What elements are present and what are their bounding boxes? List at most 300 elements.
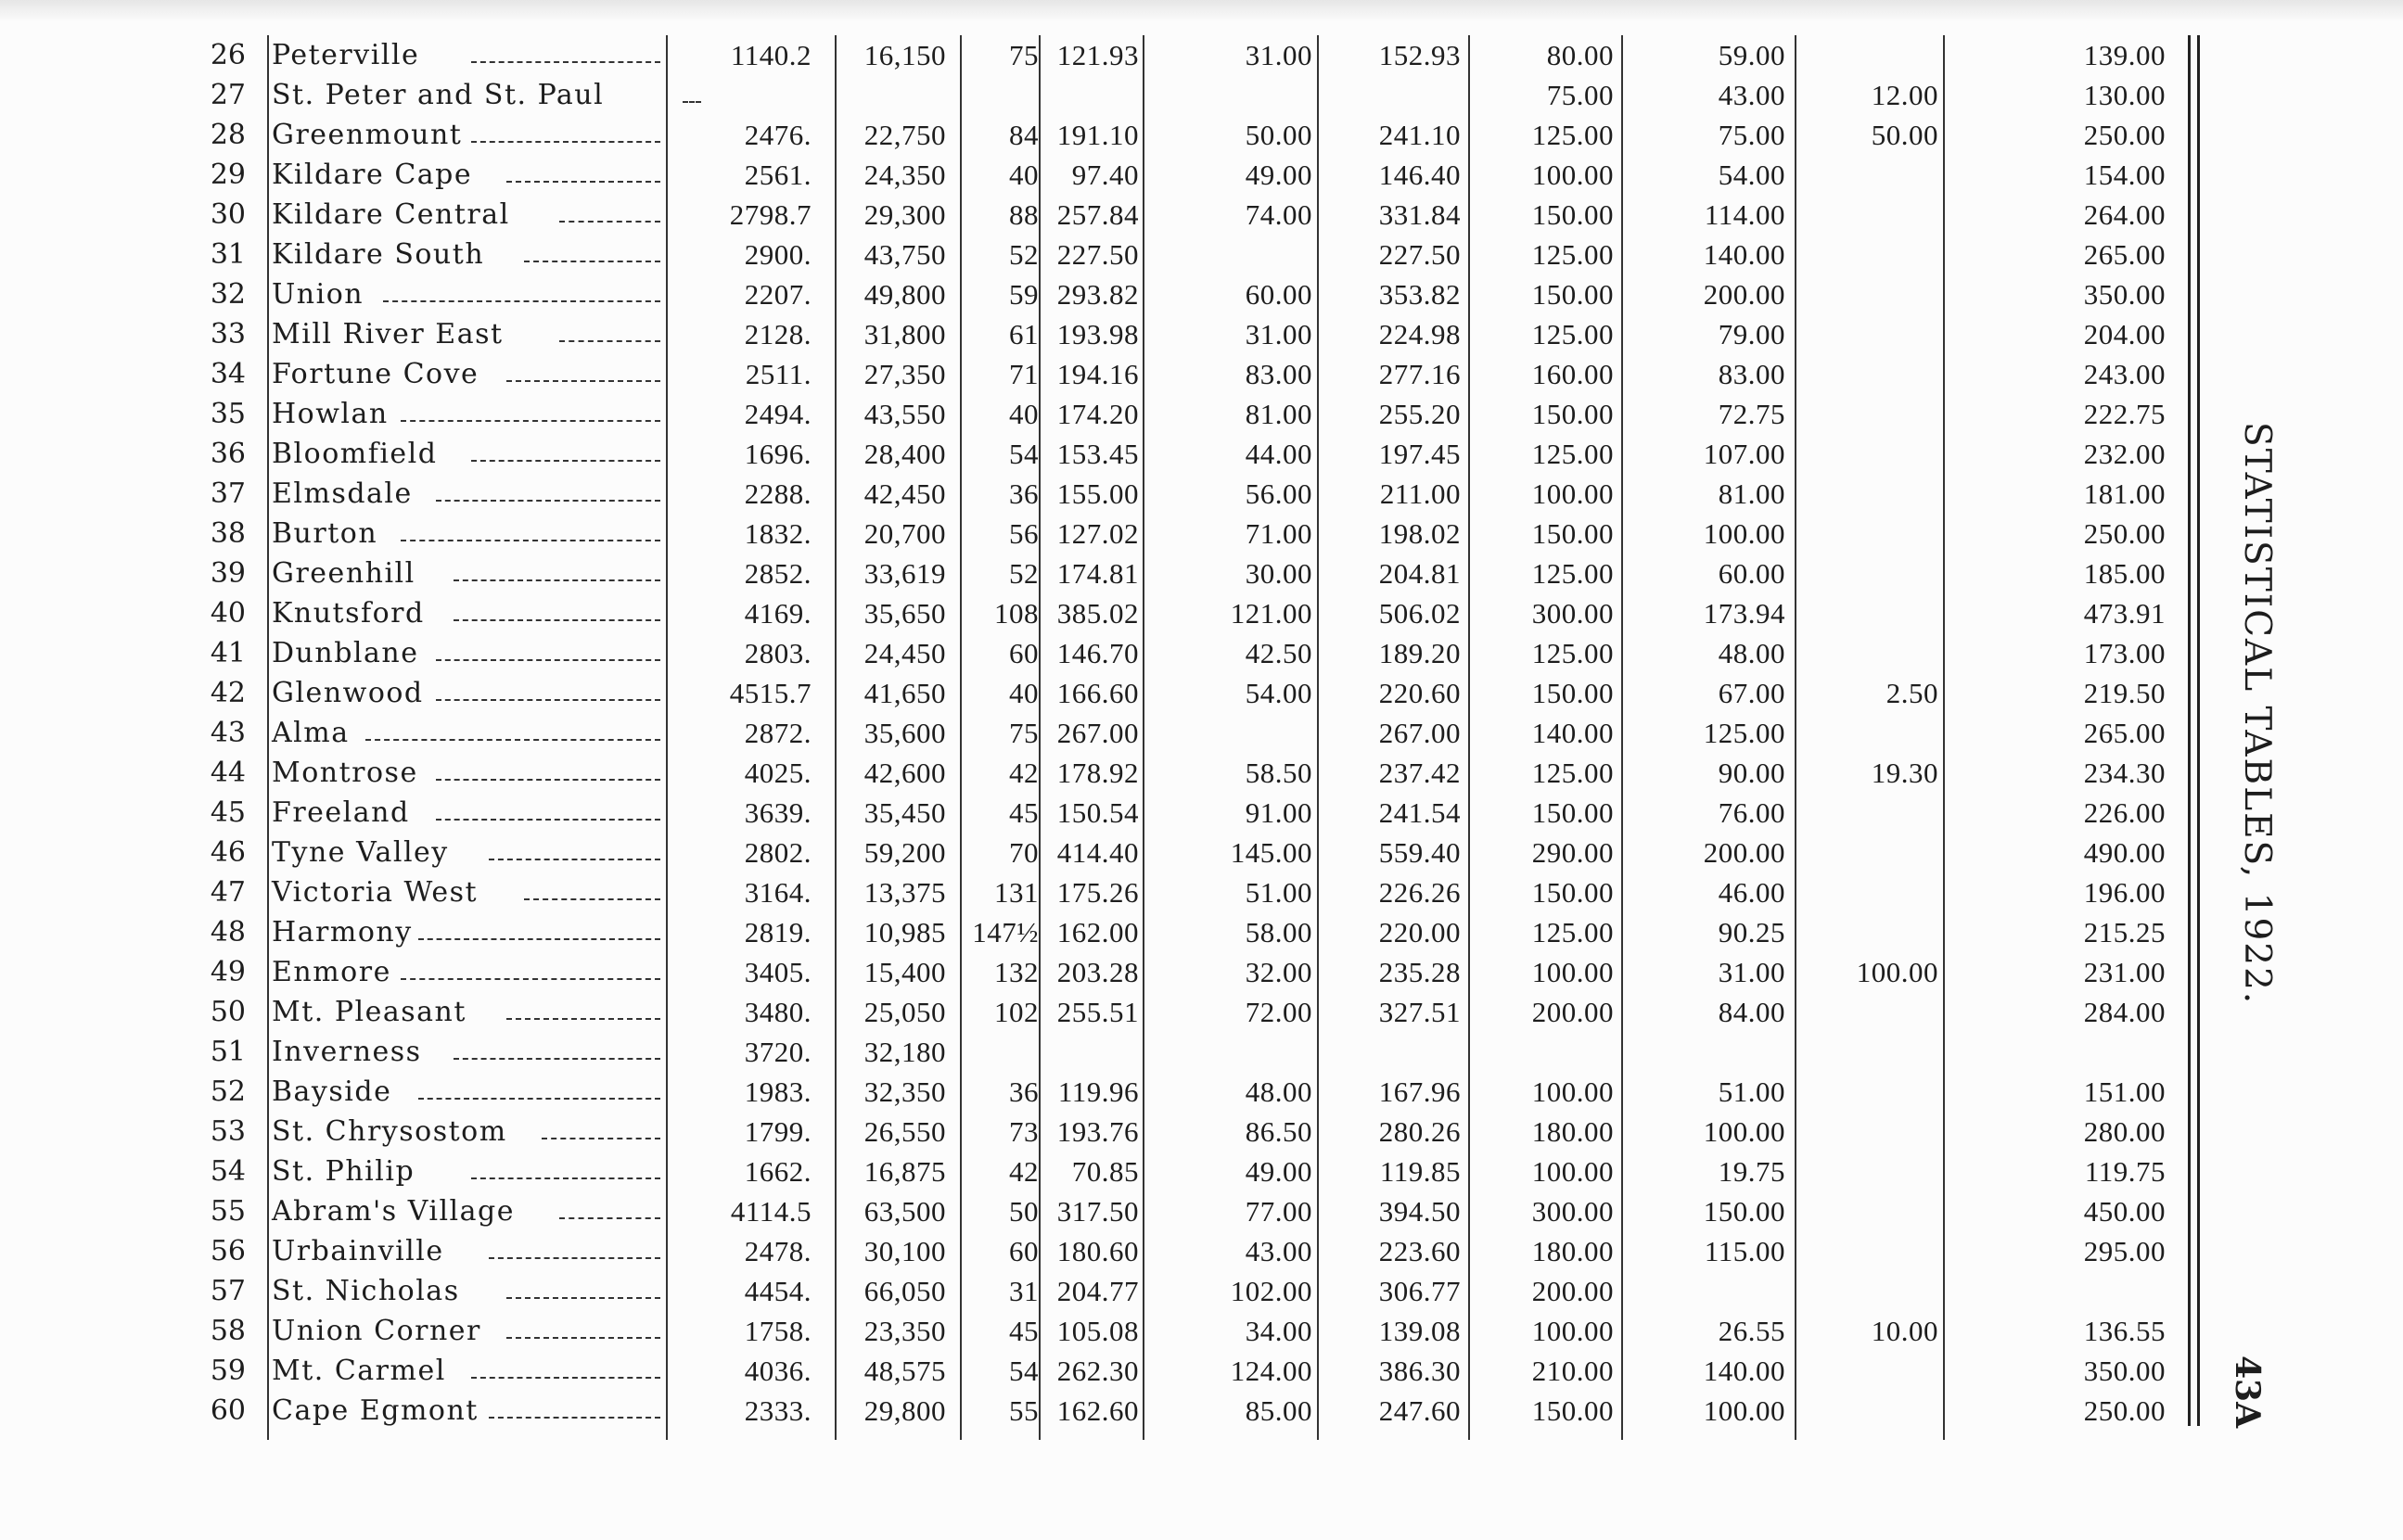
value-cell: 59,200 (863, 836, 946, 869)
value-cell: 4025. (744, 757, 812, 789)
leader-dots (436, 819, 660, 821)
value-cell: 58.50 (1245, 757, 1312, 789)
value-cell: 100.00 (1703, 517, 1785, 550)
value-cell: 83.00 (1718, 358, 1785, 390)
value-cell: 100.00 (1531, 1155, 1614, 1188)
row-number: 42 (210, 677, 246, 709)
value-cell: 43,550 (863, 398, 946, 430)
value-cell: 72.00 (1245, 996, 1312, 1028)
value-cell: 26.55 (1718, 1315, 1785, 1347)
value-cell: 51.00 (1245, 876, 1312, 909)
value-cell: 162.00 (1056, 916, 1139, 948)
value-cell: 2333. (744, 1394, 812, 1427)
value-cell: 450.00 (2083, 1195, 2166, 1228)
value-cell: 173.94 (1703, 597, 1785, 630)
column-rule (1039, 35, 1041, 1440)
row-number: 41 (210, 637, 246, 669)
value-cell: 219.50 (2083, 677, 2166, 709)
value-cell: 54.00 (1245, 677, 1312, 709)
district-name: Greenhill (272, 557, 415, 590)
leader-dots (454, 619, 660, 621)
value-cell: 35,450 (863, 796, 946, 829)
value-cell: 200.00 (1531, 996, 1614, 1028)
district-name: Enmore (272, 956, 391, 988)
value-cell: 2561. (744, 159, 812, 191)
value-cell: 265.00 (2083, 238, 2166, 271)
value-cell: 255.20 (1378, 398, 1461, 430)
leader-dots (524, 898, 660, 900)
value-cell: 250.00 (2083, 1394, 2166, 1427)
value-cell: 20,700 (863, 517, 946, 550)
leader-dots (401, 420, 660, 422)
value-cell: 394.50 (1378, 1195, 1461, 1228)
value-cell: 75.00 (1546, 79, 1614, 111)
value-cell: 150.00 (1531, 876, 1614, 909)
value-cell: 125.00 (1531, 119, 1614, 151)
right-double-rule (2188, 35, 2191, 1426)
row-number: 28 (210, 119, 246, 151)
value-cell: 2803. (744, 637, 812, 669)
value-cell: 257.84 (1056, 198, 1139, 231)
value-cell: 75 (1009, 717, 1039, 749)
value-cell: 1696. (744, 438, 812, 470)
value-cell: 4114.5 (730, 1195, 812, 1228)
district-name: St. Chrysostom (272, 1115, 507, 1148)
district-name: St. Philip (272, 1155, 415, 1188)
value-cell: 54 (1009, 438, 1039, 470)
district-name: Harmony (272, 916, 413, 948)
row-number: 32 (210, 278, 246, 311)
value-cell: 19.75 (1718, 1155, 1785, 1188)
leader-dots (436, 699, 660, 701)
value-cell: 115.00 (1704, 1235, 1785, 1267)
value-cell: 1983. (744, 1075, 812, 1108)
value-cell: 125.00 (1531, 557, 1614, 590)
row-number: 38 (210, 517, 246, 550)
leader-dots (489, 1257, 660, 1259)
value-cell: 150.00 (1531, 198, 1614, 231)
value-cell: 76.00 (1718, 796, 1785, 829)
value-cell: 13,375 (863, 876, 946, 909)
value-cell: 26,550 (863, 1115, 946, 1148)
value-cell: 197.45 (1378, 438, 1461, 470)
value-cell: 15,400 (863, 956, 946, 988)
value-cell: 50.00 (1871, 119, 1938, 151)
value-cell: 49,800 (863, 278, 946, 311)
row-number: 40 (210, 597, 246, 630)
value-cell: 67.00 (1718, 677, 1785, 709)
value-cell: 146.70 (1056, 637, 1139, 669)
value-cell: 100.00 (1531, 1315, 1614, 1347)
value-cell: 29,300 (863, 198, 946, 231)
value-cell: 32.00 (1245, 956, 1312, 988)
value-cell: 63,500 (863, 1195, 946, 1228)
value-cell: 105.08 (1056, 1315, 1139, 1347)
value-cell: 74.00 (1245, 198, 1312, 231)
value-cell: 147½ (972, 916, 1039, 948)
district-name: Union Corner (272, 1315, 481, 1347)
leader-dots (454, 1058, 660, 1060)
value-cell: 2494. (744, 398, 812, 430)
value-cell: 91.00 (1245, 796, 1312, 829)
value-cell: 353.82 (1378, 278, 1461, 311)
value-cell: 90.25 (1718, 916, 1785, 948)
value-cell: 241.10 (1378, 119, 1461, 151)
value-cell: 241.54 (1378, 796, 1461, 829)
value-cell: 75.00 (1718, 119, 1785, 151)
value-cell: 175.26 (1056, 876, 1139, 909)
value-cell: 166.60 (1056, 677, 1139, 709)
value-cell: 31.00 (1245, 318, 1312, 350)
value-cell: 160.00 (1531, 358, 1614, 390)
value-cell: 204.77 (1056, 1275, 1139, 1307)
value-cell: 54 (1009, 1355, 1039, 1387)
district-name: Union (272, 278, 364, 311)
value-cell: 42.50 (1245, 637, 1312, 669)
value-cell: 189.20 (1378, 637, 1461, 669)
value-cell: 124.00 (1230, 1355, 1312, 1387)
value-cell: 48.00 (1718, 637, 1785, 669)
value-cell: 306.77 (1378, 1275, 1461, 1307)
value-cell: 49.00 (1245, 159, 1312, 191)
district-name: Burton (272, 517, 378, 550)
value-cell: 51.00 (1718, 1075, 1785, 1108)
value-cell: 80.00 (1546, 39, 1614, 71)
value-cell: 32,180 (863, 1036, 946, 1068)
value-cell: 226.00 (2083, 796, 2166, 829)
value-cell: 33,619 (863, 557, 946, 590)
value-cell: 40 (1009, 677, 1039, 709)
district-name: Kildare Central (272, 198, 510, 231)
row-number: 29 (210, 159, 246, 191)
value-cell: 100.00 (1856, 956, 1938, 988)
value-cell: 55 (1009, 1394, 1039, 1427)
value-cell: 2.50 (1885, 677, 1938, 709)
value-cell: 61 (1009, 318, 1039, 350)
value-cell: 24,350 (863, 159, 946, 191)
column-rule (1795, 35, 1796, 1440)
value-cell: 226.26 (1378, 876, 1461, 909)
value-cell: 146.40 (1378, 159, 1461, 191)
value-cell: 54.00 (1718, 159, 1785, 191)
value-cell: 4169. (744, 597, 812, 630)
row-number: 43 (210, 717, 246, 749)
row-number: 26 (210, 39, 246, 71)
district-name: Bloomfield (272, 438, 438, 470)
value-cell: 145.00 (1230, 836, 1312, 869)
value-cell: 132 (994, 956, 1039, 988)
value-cell: 4515.7 (729, 677, 812, 709)
value-cell: 119.85 (1379, 1155, 1461, 1188)
value-cell: 222.75 (2083, 398, 2166, 430)
value-cell: 90.00 (1718, 757, 1785, 789)
value-cell: 1832. (744, 517, 812, 550)
value-cell: 139.00 (2083, 39, 2166, 71)
leader-dots (542, 1138, 660, 1139)
leader-dots (471, 460, 660, 462)
column-rule (1943, 35, 1945, 1440)
value-cell: 293.82 (1056, 278, 1139, 311)
value-cell: 331.84 (1378, 198, 1461, 231)
value-cell: 23,350 (863, 1315, 946, 1347)
district-name: Mt. Carmel (272, 1355, 446, 1387)
row-number: 52 (210, 1075, 246, 1108)
value-cell: 100.00 (1531, 1075, 1614, 1108)
value-cell: 31.00 (1245, 39, 1312, 71)
value-cell: 42,600 (863, 757, 946, 789)
value-cell: 150.00 (1703, 1195, 1785, 1228)
leader-dots (436, 779, 660, 781)
value-cell: 227.50 (1056, 238, 1139, 271)
row-number: 35 (210, 398, 246, 430)
value-cell: 12.00 (1871, 79, 1938, 111)
value-cell: 42 (1009, 1155, 1039, 1188)
column-rule (1143, 35, 1144, 1440)
leader-dots (401, 978, 660, 980)
value-cell: 27,350 (863, 358, 946, 390)
value-cell: 262.30 (1056, 1355, 1139, 1387)
leader-dots (471, 61, 660, 63)
value-cell: 60 (1009, 1235, 1039, 1267)
value-cell: 85.00 (1245, 1394, 1312, 1427)
value-cell: 81.00 (1718, 477, 1785, 510)
value-cell: 174.20 (1056, 398, 1139, 430)
value-cell: 28,400 (863, 438, 946, 470)
row-number: 44 (210, 757, 246, 789)
value-cell: 2802. (744, 836, 812, 869)
value-cell: 52 (1009, 238, 1039, 271)
value-cell: 200.00 (1531, 1275, 1614, 1307)
value-cell: 167.96 (1378, 1075, 1461, 1108)
value-cell: 264.00 (2083, 198, 2166, 231)
value-cell: 108 (994, 597, 1039, 630)
district-name: Howlan (272, 398, 389, 430)
value-cell: 119.96 (1057, 1075, 1139, 1108)
row-number: 49 (210, 956, 246, 988)
value-cell: 151.00 (2083, 1075, 2166, 1108)
value-cell: 178.92 (1056, 757, 1139, 789)
value-cell: 50.00 (1245, 119, 1312, 151)
value-cell: 3164. (744, 876, 812, 909)
value-cell: 140.00 (1703, 1355, 1785, 1387)
value-cell: 84 (1009, 119, 1039, 151)
value-cell: 150.00 (1531, 517, 1614, 550)
leader-dots (559, 221, 660, 223)
value-cell: 125.00 (1531, 757, 1614, 789)
value-cell: 203.28 (1056, 956, 1139, 988)
value-cell: 267.00 (1378, 717, 1461, 749)
leader-dots (489, 1417, 660, 1419)
value-cell: 25,050 (863, 996, 946, 1028)
value-cell: 58.00 (1245, 916, 1312, 948)
value-cell: 327.51 (1378, 996, 1461, 1028)
value-cell: 42,450 (863, 477, 946, 510)
value-cell: 193.76 (1056, 1115, 1139, 1148)
value-cell: 31.00 (1718, 956, 1785, 988)
value-cell: 2288. (744, 477, 812, 510)
district-name: St. Peter and St. Paul (272, 79, 605, 111)
column-rule (267, 35, 269, 1440)
value-cell: 150.00 (1531, 1394, 1614, 1427)
value-cell: 114.00 (1704, 198, 1785, 231)
value-cell: 100.00 (1703, 1115, 1785, 1148)
value-cell: 4036. (744, 1355, 812, 1387)
row-number: 54 (210, 1155, 246, 1188)
value-cell: 102.00 (1230, 1275, 1312, 1307)
column-rule (1468, 35, 1470, 1440)
value-cell: 31 (1009, 1275, 1039, 1307)
value-cell: 1758. (744, 1315, 812, 1347)
column-rule (666, 35, 668, 1440)
value-cell: 16,875 (863, 1155, 946, 1188)
value-cell: 45 (1009, 796, 1039, 829)
value-cell: 473.91 (2083, 597, 2166, 630)
leader-dots (559, 1217, 660, 1219)
value-cell: 73 (1009, 1115, 1039, 1148)
value-cell: 211.00 (1379, 477, 1461, 510)
value-cell: 29,800 (863, 1394, 946, 1427)
district-name: Knutsford (272, 597, 425, 630)
value-cell: 193.98 (1056, 318, 1139, 350)
row-number: 50 (210, 996, 246, 1028)
value-cell: 40 (1009, 398, 1039, 430)
district-name: Greenmount (272, 119, 463, 151)
value-cell: 559.40 (1378, 836, 1461, 869)
running-head (2235, 422, 2291, 1025)
row-number: 55 (210, 1195, 246, 1228)
leader-dots (454, 579, 660, 581)
value-cell: 150.54 (1056, 796, 1139, 829)
row-number: 58 (210, 1315, 246, 1347)
value-cell: 173.00 (2083, 637, 2166, 669)
value-cell: 162.60 (1056, 1394, 1139, 1427)
leader-dots (506, 1297, 660, 1299)
value-cell: 155.00 (1056, 477, 1139, 510)
value-cell: 194.16 (1056, 358, 1139, 390)
value-cell: 31,800 (863, 318, 946, 350)
row-number: 39 (210, 557, 246, 590)
value-cell: 204.81 (1378, 557, 1461, 590)
value-cell: 84.00 (1718, 996, 1785, 1028)
value-cell: 3639. (744, 796, 812, 829)
row-number: 56 (210, 1235, 246, 1267)
value-cell: 150.00 (1531, 278, 1614, 311)
value-cell: 35,600 (863, 717, 946, 749)
page-number: 43A (2228, 1355, 2267, 1429)
value-cell: 223.60 (1378, 1235, 1461, 1267)
value-cell: 59.00 (1718, 39, 1785, 71)
value-cell: 200.00 (1703, 278, 1785, 311)
value-cell: 2476. (744, 119, 812, 151)
value-cell: 280.26 (1378, 1115, 1461, 1148)
value-cell: 41,650 (863, 677, 946, 709)
district-name: Fortune Cove (272, 358, 479, 390)
leader-dots (471, 1377, 660, 1379)
value-cell: 40 (1009, 159, 1039, 191)
value-cell: 224.98 (1378, 318, 1461, 350)
value-cell: 48,575 (863, 1355, 946, 1387)
value-cell: 2511. (745, 358, 812, 390)
value-cell: 86.50 (1245, 1115, 1312, 1148)
value-cell: 100.00 (1531, 956, 1614, 988)
value-cell: 232.00 (2083, 438, 2166, 470)
value-cell: 102 (994, 996, 1039, 1028)
value-cell: 385.02 (1056, 597, 1139, 630)
district-name: Kildare South (272, 238, 485, 271)
value-cell: 50 (1009, 1195, 1039, 1228)
row-number: 48 (210, 916, 246, 948)
value-cell: 56 (1009, 517, 1039, 550)
value-cell: 2478. (744, 1235, 812, 1267)
value-cell: 231.00 (2083, 956, 2166, 988)
column-rule (1317, 35, 1319, 1440)
leader-dots (506, 1337, 660, 1339)
district-name: Cape Egmont (272, 1394, 479, 1427)
district-name: Abram's Village (272, 1195, 515, 1228)
value-cell: 180.60 (1056, 1235, 1139, 1267)
leader-dots (506, 1018, 660, 1020)
row-number: 34 (210, 358, 246, 390)
value-cell: 215.25 (2083, 916, 2166, 948)
value-cell: 185.00 (2083, 557, 2166, 590)
value-cell: 83.00 (1245, 358, 1312, 390)
value-cell: 70 (1009, 836, 1039, 869)
value-cell: 43.00 (1718, 79, 1785, 111)
value-cell: 490.00 (2083, 836, 2166, 869)
value-cell: 97.40 (1071, 159, 1139, 191)
district-name: Inverness (272, 1036, 422, 1068)
running-head-text: STATISTICAL TABLES, 1922. (2236, 422, 2278, 1006)
value-cell: 196.00 (2083, 876, 2166, 909)
value-cell: 125.00 (1531, 238, 1614, 271)
value-cell: 49.00 (1245, 1155, 1312, 1188)
value-cell: 250.00 (2083, 119, 2166, 151)
row-number: 47 (210, 876, 246, 909)
leader-dots (471, 141, 660, 143)
value-cell: 59 (1009, 278, 1039, 311)
value-cell: 52 (1009, 557, 1039, 590)
value-cell: 280.00 (2083, 1115, 2166, 1148)
value-cell: 210.00 (1531, 1355, 1614, 1387)
district-name: Glenwood (272, 677, 424, 709)
value-cell: 2798.7 (729, 198, 812, 231)
value-cell: 300.00 (1531, 1195, 1614, 1228)
leader-dots (365, 739, 660, 741)
district-name: Victoria West (272, 876, 479, 909)
value-cell: 100.00 (1703, 1394, 1785, 1427)
value-cell: 198.02 (1378, 517, 1461, 550)
value-cell: 35,650 (863, 597, 946, 630)
leader-dots (436, 659, 660, 661)
value-cell: 2872. (744, 717, 812, 749)
value-cell: 75 (1009, 39, 1039, 71)
value-cell: 32,350 (863, 1075, 946, 1108)
value-cell: 227.50 (1378, 238, 1461, 271)
value-cell: 153.45 (1056, 438, 1139, 470)
row-number: 53 (210, 1115, 246, 1148)
value-cell: 1140.2 (730, 39, 812, 71)
value-cell: 350.00 (2083, 278, 2166, 311)
value-cell: 22,750 (863, 119, 946, 151)
right-double-rule (2197, 35, 2200, 1426)
value-cell: 71 (1009, 358, 1039, 390)
value-cell: 506.02 (1378, 597, 1461, 630)
value-cell: 180.00 (1531, 1115, 1614, 1148)
value-cell: 267.00 (1056, 717, 1139, 749)
value-cell: 34.00 (1245, 1315, 1312, 1347)
row-number: 57 (210, 1275, 246, 1307)
value-cell: 300.00 (1531, 597, 1614, 630)
